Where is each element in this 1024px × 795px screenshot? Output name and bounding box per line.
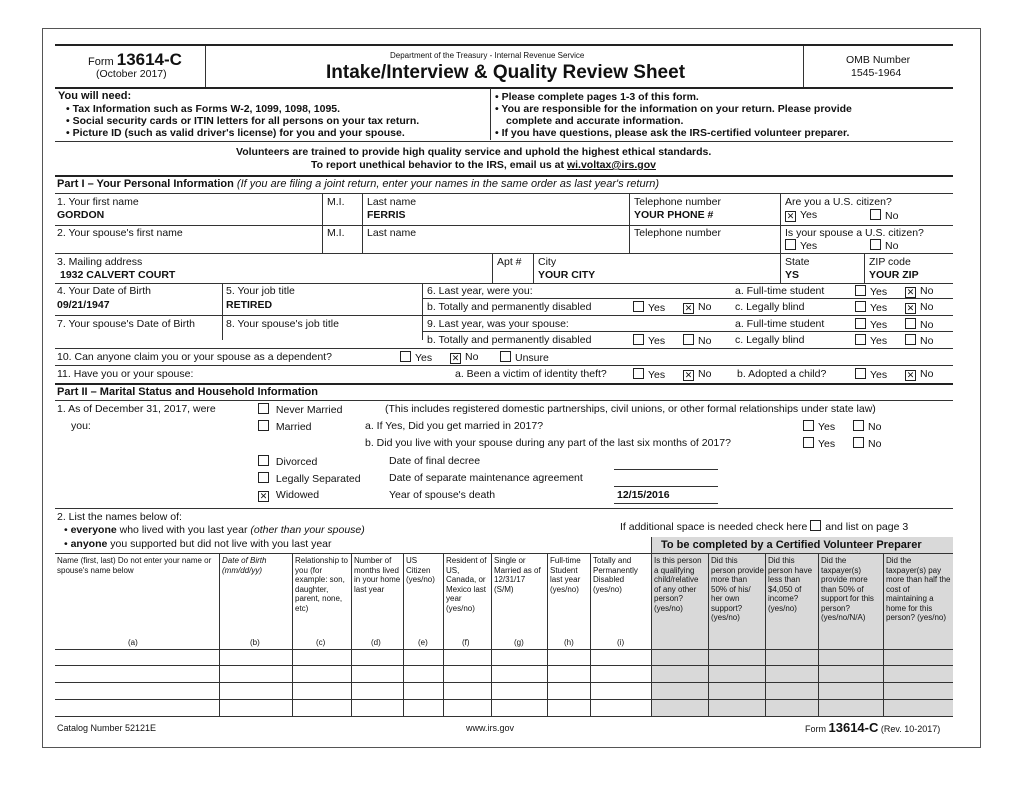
zip-label: ZIP code (869, 256, 911, 268)
q6a-label: a. Full-time student (735, 285, 825, 297)
divider (55, 225, 953, 226)
q9c-label: c. Legally blind (735, 334, 805, 346)
married-b-no[interactable]: No (853, 437, 881, 450)
separate-maint-field[interactable] (614, 486, 718, 487)
checkbox[interactable] (853, 420, 864, 431)
col-header-months: Number of months lived in your home last year (354, 556, 401, 594)
divider (55, 253, 953, 254)
q2-label: 2. Your spouse's first name (57, 227, 183, 239)
q10-unsure[interactable]: Unsure (500, 351, 549, 364)
divider (629, 193, 630, 253)
p2q2-label: 2. List the names below of: (57, 511, 182, 523)
col-header-marital: Single or Married as of 12/31/17 (S/M) (494, 556, 541, 594)
checkbox[interactable] (683, 370, 694, 381)
divider (55, 141, 953, 142)
col-header-citizen: US Citizen (yes/no) (406, 556, 435, 584)
checkbox[interactable] (400, 351, 411, 362)
additional-space-checkbox[interactable] (810, 520, 821, 531)
col-header-income: Did this person have less than $4,050 of income? (yes/no) (768, 556, 813, 613)
q7-label: 7. Your spouse's Date of Birth (57, 318, 196, 330)
job-field[interactable]: RETIRED (226, 299, 273, 311)
table-row[interactable] (55, 699, 953, 700)
married-a-label: a. If Yes, Did you get married in 2017? (365, 420, 544, 432)
checkbox[interactable] (905, 303, 916, 314)
checkbox[interactable] (258, 403, 269, 414)
divider (422, 298, 953, 299)
checkbox[interactable] (633, 334, 644, 345)
checkbox[interactable] (683, 334, 694, 345)
need-item: • Picture ID (such as valid driver's license) for you and your spouse. (66, 127, 405, 139)
married-a-no[interactable]: No (853, 420, 881, 433)
department: Department of the Treasury - Internal Revenue Service (390, 51, 585, 60)
mi-label: M.I. (327, 196, 345, 208)
phone-field[interactable]: YOUR PHONE # (634, 209, 714, 221)
instruction: complete and accurate information. (506, 115, 684, 127)
additional-space: If additional space is needed check here and list on page 3 (620, 521, 909, 533)
last-name-field[interactable]: FERRIS (367, 209, 406, 221)
q3-label: 3. Mailing address (57, 256, 143, 268)
checkbox[interactable] (258, 420, 269, 431)
spouse-death-field[interactable]: 12/15/2016 (617, 489, 670, 501)
omb-number: 1545-1964 (851, 67, 902, 79)
q10-label: 10. Can anyone claim you or your spouse as a dependent? (57, 351, 332, 363)
q9a-label: a. Full-time student (735, 318, 825, 330)
divider (55, 283, 953, 284)
divider (362, 193, 363, 253)
dob-field[interactable]: 09/21/1947 (57, 299, 110, 311)
zip-field[interactable]: YOUR ZIP (869, 269, 919, 281)
checkbox[interactable] (785, 239, 796, 250)
need-item: • Tax Information such as Forms W-2, 1099, 1098, 1095. (66, 103, 341, 115)
col-header-home-cost: Did the taxpayer(s) pay more than half the cost of maintaining a home for this person? (yes/no) (886, 556, 951, 622)
spouse-citizen-question: Is your spouse a U.S. citizen? (785, 227, 924, 239)
footer-form-id: Form 13614-C (Rev. 10-2017) (805, 720, 941, 735)
final-decree-label: Date of final decree (389, 455, 481, 467)
divider (55, 315, 953, 316)
q6b-no[interactable]: ✕ No (683, 301, 711, 314)
q9c-no[interactable]: No (905, 334, 933, 347)
q10-yes[interactable]: Yes (400, 351, 432, 364)
q6a-no[interactable]: ✕ No (905, 285, 933, 298)
checkbox[interactable] (855, 301, 866, 312)
col-header-relationship: Relationship to you (for example: son, daughter, parent, none, etc) (295, 556, 348, 613)
col-header-support: Did this person provide more than 50% of his/ her own support? (yes/no) (711, 556, 764, 622)
q10-no[interactable]: ✕ No (450, 351, 478, 364)
table-row[interactable] (55, 716, 953, 717)
divider (322, 225, 323, 253)
divider (780, 193, 781, 253)
checkbox[interactable] (855, 368, 866, 379)
last-name-label: Last name (367, 196, 417, 208)
instruction: • You are responsible for the information on your return. Please provide (495, 103, 852, 115)
q11b-label: b. Adopted a child? (737, 368, 827, 380)
divider (222, 283, 223, 340)
col-divider (403, 553, 404, 716)
col-letter: (e) (418, 638, 428, 647)
col-letter: (a) (128, 638, 138, 647)
checkbox[interactable] (450, 353, 461, 364)
city-label: City (538, 256, 557, 268)
separate-maint-label: Date of separate maintenance agreement (389, 472, 583, 484)
checkbox[interactable] (855, 334, 866, 345)
divider (55, 383, 953, 385)
col-letter: (c) (316, 638, 326, 647)
col-letter: (i) (617, 638, 625, 647)
checkbox[interactable] (258, 491, 269, 502)
table-row[interactable] (55, 682, 953, 683)
volunteers-line: Volunteers are trained to provide high quality service and uphold the highest ethical standards. (236, 146, 712, 158)
col-divider (765, 553, 766, 716)
catalog-number: Catalog Number 52121E (57, 723, 157, 733)
q11a-no[interactable]: ✕ No (683, 368, 711, 381)
address-field[interactable]: 1932 CALVERT COURT (60, 269, 176, 281)
q9a-yes[interactable]: Yes (855, 318, 887, 331)
divider (55, 87, 953, 89)
citizen-question: Are you a U.S. citizen? (785, 196, 892, 208)
col-letter: (g) (514, 638, 524, 647)
col-divider (708, 553, 709, 716)
q9c-yes[interactable]: Yes (855, 334, 887, 347)
q11a-yes[interactable]: Yes (633, 368, 665, 381)
need-item: • Social security cards or ITIN letters for all persons on your tax return. (66, 115, 420, 127)
p2q2-bullet2: • anyone you supported but did not live with you last year (64, 538, 332, 550)
col-divider (491, 553, 492, 716)
col-letter: (f) (462, 638, 470, 647)
col-header-name: Name (first, last) Do not enter your name or spouse's name below (57, 556, 212, 575)
col-header-resident: Resident of US, Canada, or Mexico last year (yes/no) (446, 556, 487, 613)
city-field[interactable]: YOUR CITY (538, 269, 596, 281)
q11-label: 11. Have you or your spouse: (57, 368, 194, 380)
apt-label: Apt # (497, 256, 522, 268)
citizen-yes[interactable]: ✕Yes (785, 209, 817, 222)
divider (55, 44, 953, 46)
q11b-no[interactable]: ✕ No (905, 368, 933, 381)
q6c-label: c. Legally blind (735, 301, 805, 313)
form-id (88, 50, 182, 70)
col-letter: (b) (250, 638, 260, 647)
q9b-yes[interactable]: Yes (633, 334, 665, 347)
divider (780, 253, 781, 283)
divider (533, 253, 534, 283)
q4-label: 4. Your Date of Birth (57, 285, 151, 297)
report-line: To report unethical behavior to the IRS, email us at wi.voltax@irs.gov (311, 159, 656, 171)
certified-header: To be completed by a Certified Volunteer Preparer (661, 539, 922, 551)
checkbox[interactable] (905, 318, 916, 329)
col-divider (547, 553, 548, 716)
form-title: Intake/Interview & Quality Review Sheet (326, 62, 686, 83)
instruction: • If you have questions, please ask the IRS-certified volunteer preparer. (495, 127, 850, 139)
q6-label: 6. Last year, were you: (427, 285, 533, 297)
citizen-no[interactable]: No (870, 209, 898, 222)
state-label: State (785, 256, 810, 268)
q6c-no[interactable]: ✕ No (905, 301, 933, 314)
divider (322, 193, 323, 225)
q9a-no[interactable]: No (905, 318, 933, 331)
col-header-qualifying: Is this person a qualifying child/relative of any other person? (yes/no) (654, 556, 702, 613)
divider (490, 88, 491, 140)
widowed-option[interactable]: ✕ Widowed (258, 489, 319, 502)
q5-label: 5. Your job title (226, 285, 295, 297)
checkbox[interactable] (855, 285, 866, 296)
col-divider (590, 553, 591, 716)
final-decree-field[interactable] (614, 469, 718, 470)
q11a-label: a. Been a victim of identity theft? (455, 368, 607, 380)
q11b-yes[interactable]: Yes (855, 368, 887, 381)
col-divider (219, 553, 220, 716)
site: www.irs.gov (466, 723, 515, 733)
checkbox[interactable] (803, 437, 814, 448)
spouse-citizen-yes[interactable]: Yes (785, 239, 817, 252)
checkbox[interactable] (905, 334, 916, 345)
col-header-taxpayer-support: Did the taxpayer(s) provide more than 50% of support for this person? (yes/no/N/A) (821, 556, 874, 622)
checkbox[interactable] (258, 472, 269, 483)
divider (55, 508, 953, 509)
divider (864, 253, 865, 283)
col-divider (651, 537, 652, 716)
married-b-label: b. Did you live with your spouse during any part of the last six months of 2017? (365, 437, 731, 449)
never-married-option[interactable]: Never Married (258, 403, 342, 416)
form-date: (October 2017) (96, 68, 167, 80)
col-divider (443, 553, 444, 716)
checkbox[interactable] (905, 287, 916, 298)
p2q1-label-you: you: (71, 420, 91, 432)
divider (205, 45, 206, 87)
table-row[interactable] (55, 649, 953, 650)
q9b-no[interactable]: No (683, 334, 711, 347)
checkbox[interactable] (633, 301, 644, 312)
checkbox[interactable] (870, 209, 881, 220)
col-header-dob: Date of Birth (mm/dd/yy) (222, 556, 267, 575)
part2-title: Part II – Marital Status and Household Information (57, 386, 318, 398)
checkbox[interactable] (683, 303, 694, 314)
col-header-student: Full-time Student last year (yes/no) (550, 556, 581, 594)
checkbox[interactable] (258, 455, 269, 466)
state-field[interactable]: YS (785, 269, 800, 281)
q9b-label: b. Totally and permanently disabled (427, 334, 592, 346)
divider (55, 400, 953, 401)
part1-title: Part I – Your Personal Information (If you are filing a joint return, enter your names in the same order as last year's return) (57, 178, 660, 190)
divider (614, 503, 718, 504)
divider (55, 193, 953, 194)
first-name-field[interactable]: GORDON (57, 209, 105, 221)
divider (492, 253, 493, 283)
spouse-death-label: Year of spouse's death (389, 489, 496, 501)
checkbox[interactable] (905, 370, 916, 381)
legally-separated-option[interactable]: Legally Separated (258, 472, 361, 485)
divider (55, 365, 953, 366)
phone-label: Telephone number (634, 227, 721, 239)
checkbox[interactable] (785, 211, 796, 222)
checkbox[interactable] (633, 368, 644, 379)
phone-label: Telephone number (634, 196, 721, 208)
col-letter: (h) (564, 638, 574, 647)
last-name-label: Last name (367, 227, 417, 239)
divider (803, 45, 804, 87)
married-a-yes[interactable]: Yes (803, 420, 835, 433)
divider (422, 331, 953, 332)
col-divider (818, 553, 819, 716)
q1-label: 1. Your first name (57, 196, 139, 208)
p2q2-bullet1: • everyone who lived with you last year (other than your spouse) (64, 524, 365, 536)
col-divider (292, 553, 293, 716)
report-email-link[interactable]: wi.voltax@irs.gov (566, 159, 656, 171)
checkbox[interactable] (500, 351, 511, 362)
form-prefix: Form (88, 56, 114, 68)
checkbox[interactable] (870, 239, 881, 250)
married-option[interactable]: Married (258, 420, 312, 433)
divorced-option[interactable]: Divorced (258, 455, 317, 468)
col-letter: (d) (371, 638, 381, 647)
q6b-yes[interactable]: Yes (633, 301, 665, 314)
spouse-citizen-no[interactable]: No (870, 239, 898, 252)
omb-label: OMB Number (846, 54, 911, 66)
q6c-yes[interactable]: Yes (855, 301, 887, 314)
need-title: You will need: (58, 90, 132, 102)
q6a-yes[interactable]: Yes (855, 285, 887, 298)
col-header-disabled: Totally and Permanently Disabled (yes/no) (593, 556, 638, 594)
divider (55, 175, 953, 177)
marital-note: (This includes registered domestic partnerships, civil unions, or other formal relationships under state law) (385, 403, 876, 415)
p2q1-label: 1. As of December 31, 2017, were (57, 403, 216, 415)
married-b-yes[interactable]: Yes (803, 437, 835, 450)
q9-label: 9. Last year, was your spouse: (427, 318, 569, 330)
table-row[interactable] (55, 665, 953, 666)
mi-label: M.I. (327, 227, 345, 239)
q8-label: 8. Your spouse's job title (226, 318, 339, 330)
checkbox[interactable] (853, 437, 864, 448)
col-divider (883, 553, 884, 716)
form-number: 13614-C (116, 50, 182, 69)
q6b-label: b. Totally and permanently disabled (427, 301, 592, 313)
checkbox[interactable] (855, 318, 866, 329)
col-divider (351, 553, 352, 716)
instruction: • Please complete pages 1-3 of this form. (495, 91, 699, 103)
checkbox[interactable] (803, 420, 814, 431)
divider (55, 348, 953, 349)
